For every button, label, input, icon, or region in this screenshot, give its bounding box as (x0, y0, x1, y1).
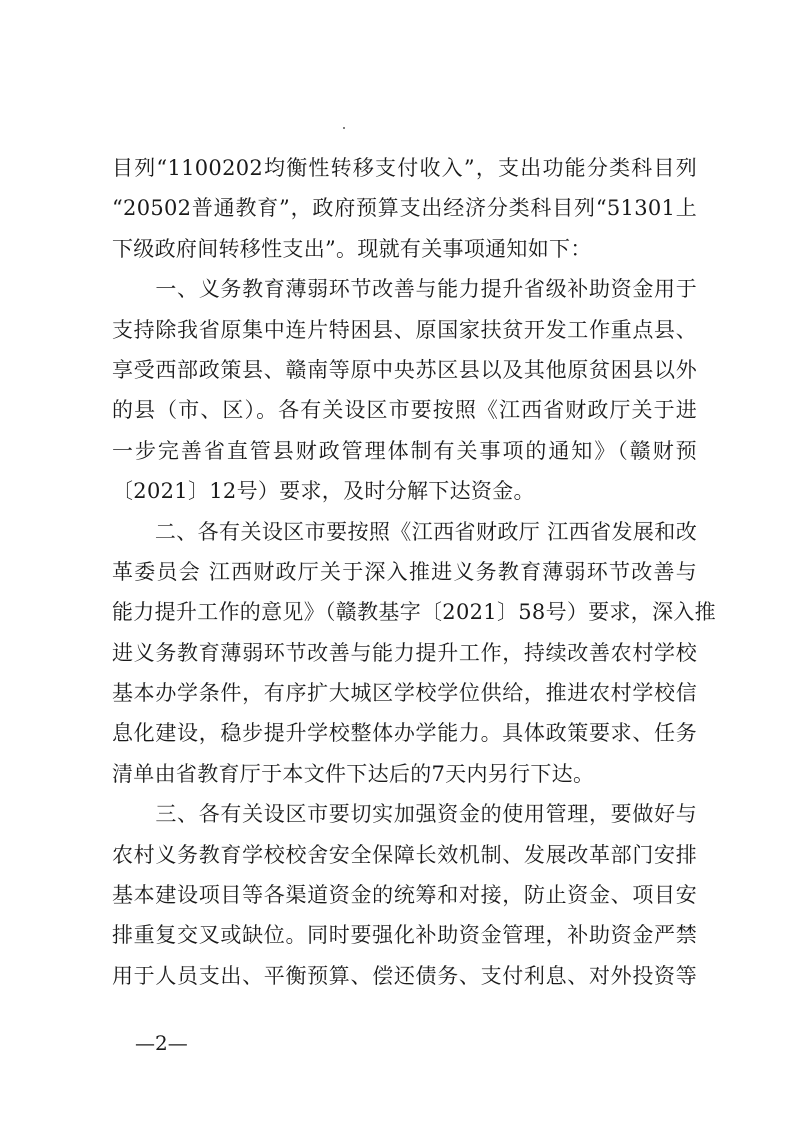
body-line: 用于人员支出、平衡预算、偿还债务、支付利息、对外投资等 (112, 963, 697, 988)
body-line: 一步完善省直管县财政管理体制有关事项的通知》（赣财预 (112, 438, 697, 463)
body-line: “20502普通教育”，政府预算支出经济分类科目列“51301上 (112, 196, 697, 221)
paragraph-1-start: 一、义务教育薄弱环节改善与能力提升省级补助资金用于 (112, 277, 697, 302)
body-line: 基本建设项目等各渠道资金的统筹和对接，防止资金、项目安 (112, 883, 697, 908)
body-line: 革委员会 江西财政厅关于深入推进义务教育薄弱环节改善与 (112, 559, 697, 584)
page-number: —2— (135, 1031, 188, 1055)
body-line: 进义务教育薄弱环节改善与能力提升工作，持续改善农村学校 (112, 640, 697, 665)
paragraph-3-start: 三、各有关设区市要切实加强资金的使用管理，要做好与 (112, 802, 697, 827)
body-line: 的县（市、区）。各有关设区市要按照《江西省财政厅关于进 (112, 398, 697, 423)
body-line: 基本办学条件，有序扩大城区学校学位供给，推进农村学校信 (112, 681, 697, 706)
body-line: 能力提升工作的意见》（赣教基字〔2021〕58号）要求，深入推 (112, 600, 716, 625)
body-line: 息化建设，稳步提升学校整体办学能力。具体政策要求、任务 (112, 721, 697, 746)
body-line: 支持除我省原集中连片特困县、原国家扶贫开发工作重点县、 (112, 317, 697, 342)
paragraph-2-start: 二、各有关设区市要按照《江西省财政厅 江西省发展和改 (112, 519, 697, 544)
body-line: 〔2021〕12号）要求，及时分解下达资金。 (112, 479, 535, 504)
body-line: 清单由省教育厅于本文件下达后的7天内另行下达。 (112, 761, 595, 786)
body-line: 下级政府间转移性支出”。现就有关事项通知如下： (112, 236, 592, 261)
document-body (112, 148, 716, 996)
scan-speck (343, 127, 345, 129)
body-line: 排重复交叉或缺位。同时要强化补助资金管理，补助资金严禁 (112, 923, 697, 948)
body-line: 农村义务教育学校校舍安全保障长效机制、发展改革部门安排 (112, 842, 697, 867)
body-line: 享受西部政策县、赣南等原中央苏区县以及其他原贫困县以外 (112, 357, 697, 382)
body-line: 目列“1100202均衡性转移支付收入”，支出功能分类科目列 (112, 156, 697, 180)
